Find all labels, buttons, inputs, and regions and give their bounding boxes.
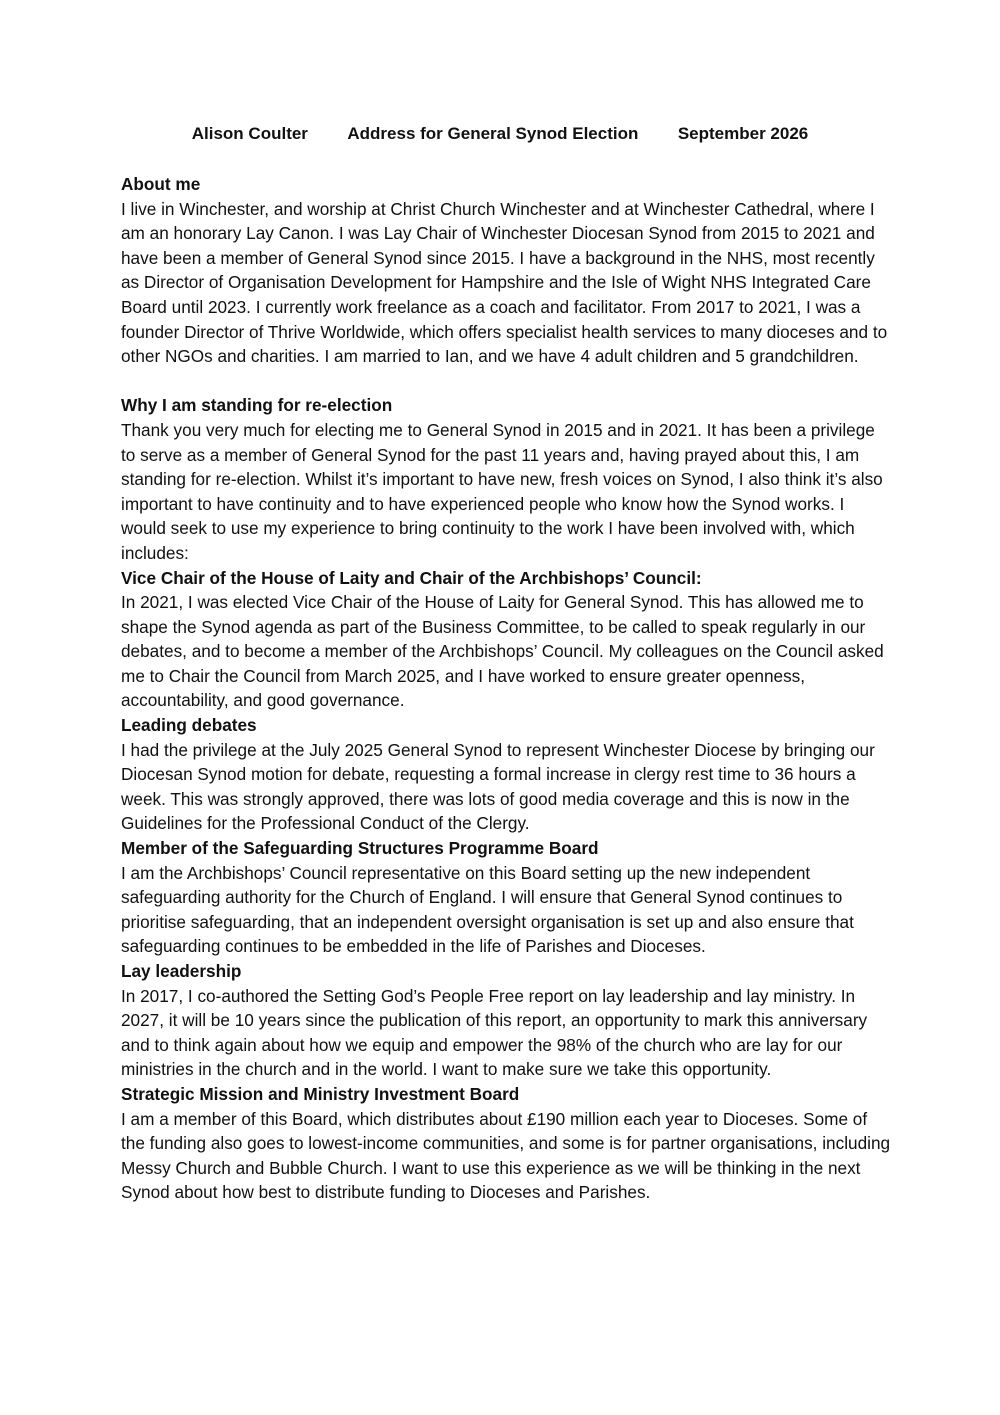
section-text-lay-leadership: In 2017, I co-authored the Setting God’s People Free report on lay leadership and lay ministry. In 2027, it will be 10 years since the publication of this report, an opportunity to mark this anniversary and to think again about how we equip and empower the 98% of the church who are lay for our ministries in the church and in the world. I want to make sure we take this opportunity. xyxy=(121,985,868,1080)
document-body xyxy=(121,172,891,1205)
section-text-about-me: I live in Winchester, and worship at Christ Church Winchester and at Winchester Cathedral, where I am an honorary Lay Canon. I was Lay Chair of Winchester Diocesan Synod from 2015 to 2021 and have been a member of General Synod since 2015. I have a background in the NHS, most recently as Director of Organisation Development for Hampshire and the Isle of Wight NHS Integrated Care Board until 2023. I currently work freelance as a coach and facilitator. From 2017 to 2021, I was a founder Director of Thrive Worldwide, which offers specialist health services to many dioceses and to other NGOs and charities. I am married to Ian, and we have 4 adult children and 5 grandchildren. xyxy=(121,198,888,367)
section-text-leading-debates: I had the privilege at the July 2025 General Synod to represent Winchester Diocese by bringing our Diocesan Synod motion for debate, requesting a formal increase in clergy rest time to 36 hours a week. This was strongly approved, there was lots of good media coverage and this is now in the Guidelines for the Professional Conduct of the Clergy. xyxy=(121,739,875,834)
section-text-why-standing: Thank you very much for electing me to General Synod in 2015 and in 2021. It has been a privilege to serve as a member of General Synod for the past 11 years and, having prayed about this, I am standing for re-election. Whilst it’s important to have new, fresh voices on Synod, I also think it’s also important to have continuity and to have experienced people who know how the Synod works. I would seek to use my experience to bring continuity to the work I have been involved with, which includes: xyxy=(121,419,883,563)
section-text-vice-chair: In 2021, I was elected Vice Chair of the House of Laity for General Synod. This has allowed me to shape the Synod agenda as part of the Business Committee, to be called to speak regularly in our debates, and to become a member of the Archbishops’ Council. My colleagues on the Council asked me to Chair the Council from March 2025, and I have worked to ensure greater openness, accountability, and good governance. xyxy=(121,592,884,711)
section-heading-lay-leadership: Lay leadership xyxy=(121,961,242,981)
section-heading-leading-debates: Leading debates xyxy=(121,715,257,736)
author-name: Alison Coulter xyxy=(191,124,308,143)
paragraph-spacer xyxy=(121,369,891,394)
section-heading-about-me: About me xyxy=(121,174,201,194)
document-header xyxy=(0,123,1000,145)
section-heading-safeguarding: Member of the Safeguarding Structures Programme Board xyxy=(121,838,599,859)
section-text-safeguarding: I am the Archbishops’ Council representative on this Board setting up the new independent safeguarding authority for the Church of England. I will ensure that General Synod continues to prioritise safeguarding, that an independent oversight organisation is set up and also ensure that safeguarding continues to be embedded in the life of Parishes and Dioceses. xyxy=(121,862,854,957)
section-heading-vice-chair: Vice Chair of the House of Laity and Chair of the Archbishops’ Council: xyxy=(121,567,702,588)
section-heading-smmib: Strategic Mission and Ministry Investment Board xyxy=(121,1083,520,1104)
document-date: September 2026 xyxy=(677,124,809,143)
document-title: Address for General Synod Election xyxy=(347,124,639,143)
section-text-smmib: I am a member of this Board, which distributes about £190 million each year to Dioceses. Some of the funding also goes to lowest-income communities, and some is for partner organisations, including Messy Church and Bubble Church. I want to use this experience as we will be thinking in the next Synod about how best to distribute funding to Dioceses and Parishes. xyxy=(121,1108,891,1203)
section-heading-why-standing: Why I am standing for re-election xyxy=(121,395,393,416)
